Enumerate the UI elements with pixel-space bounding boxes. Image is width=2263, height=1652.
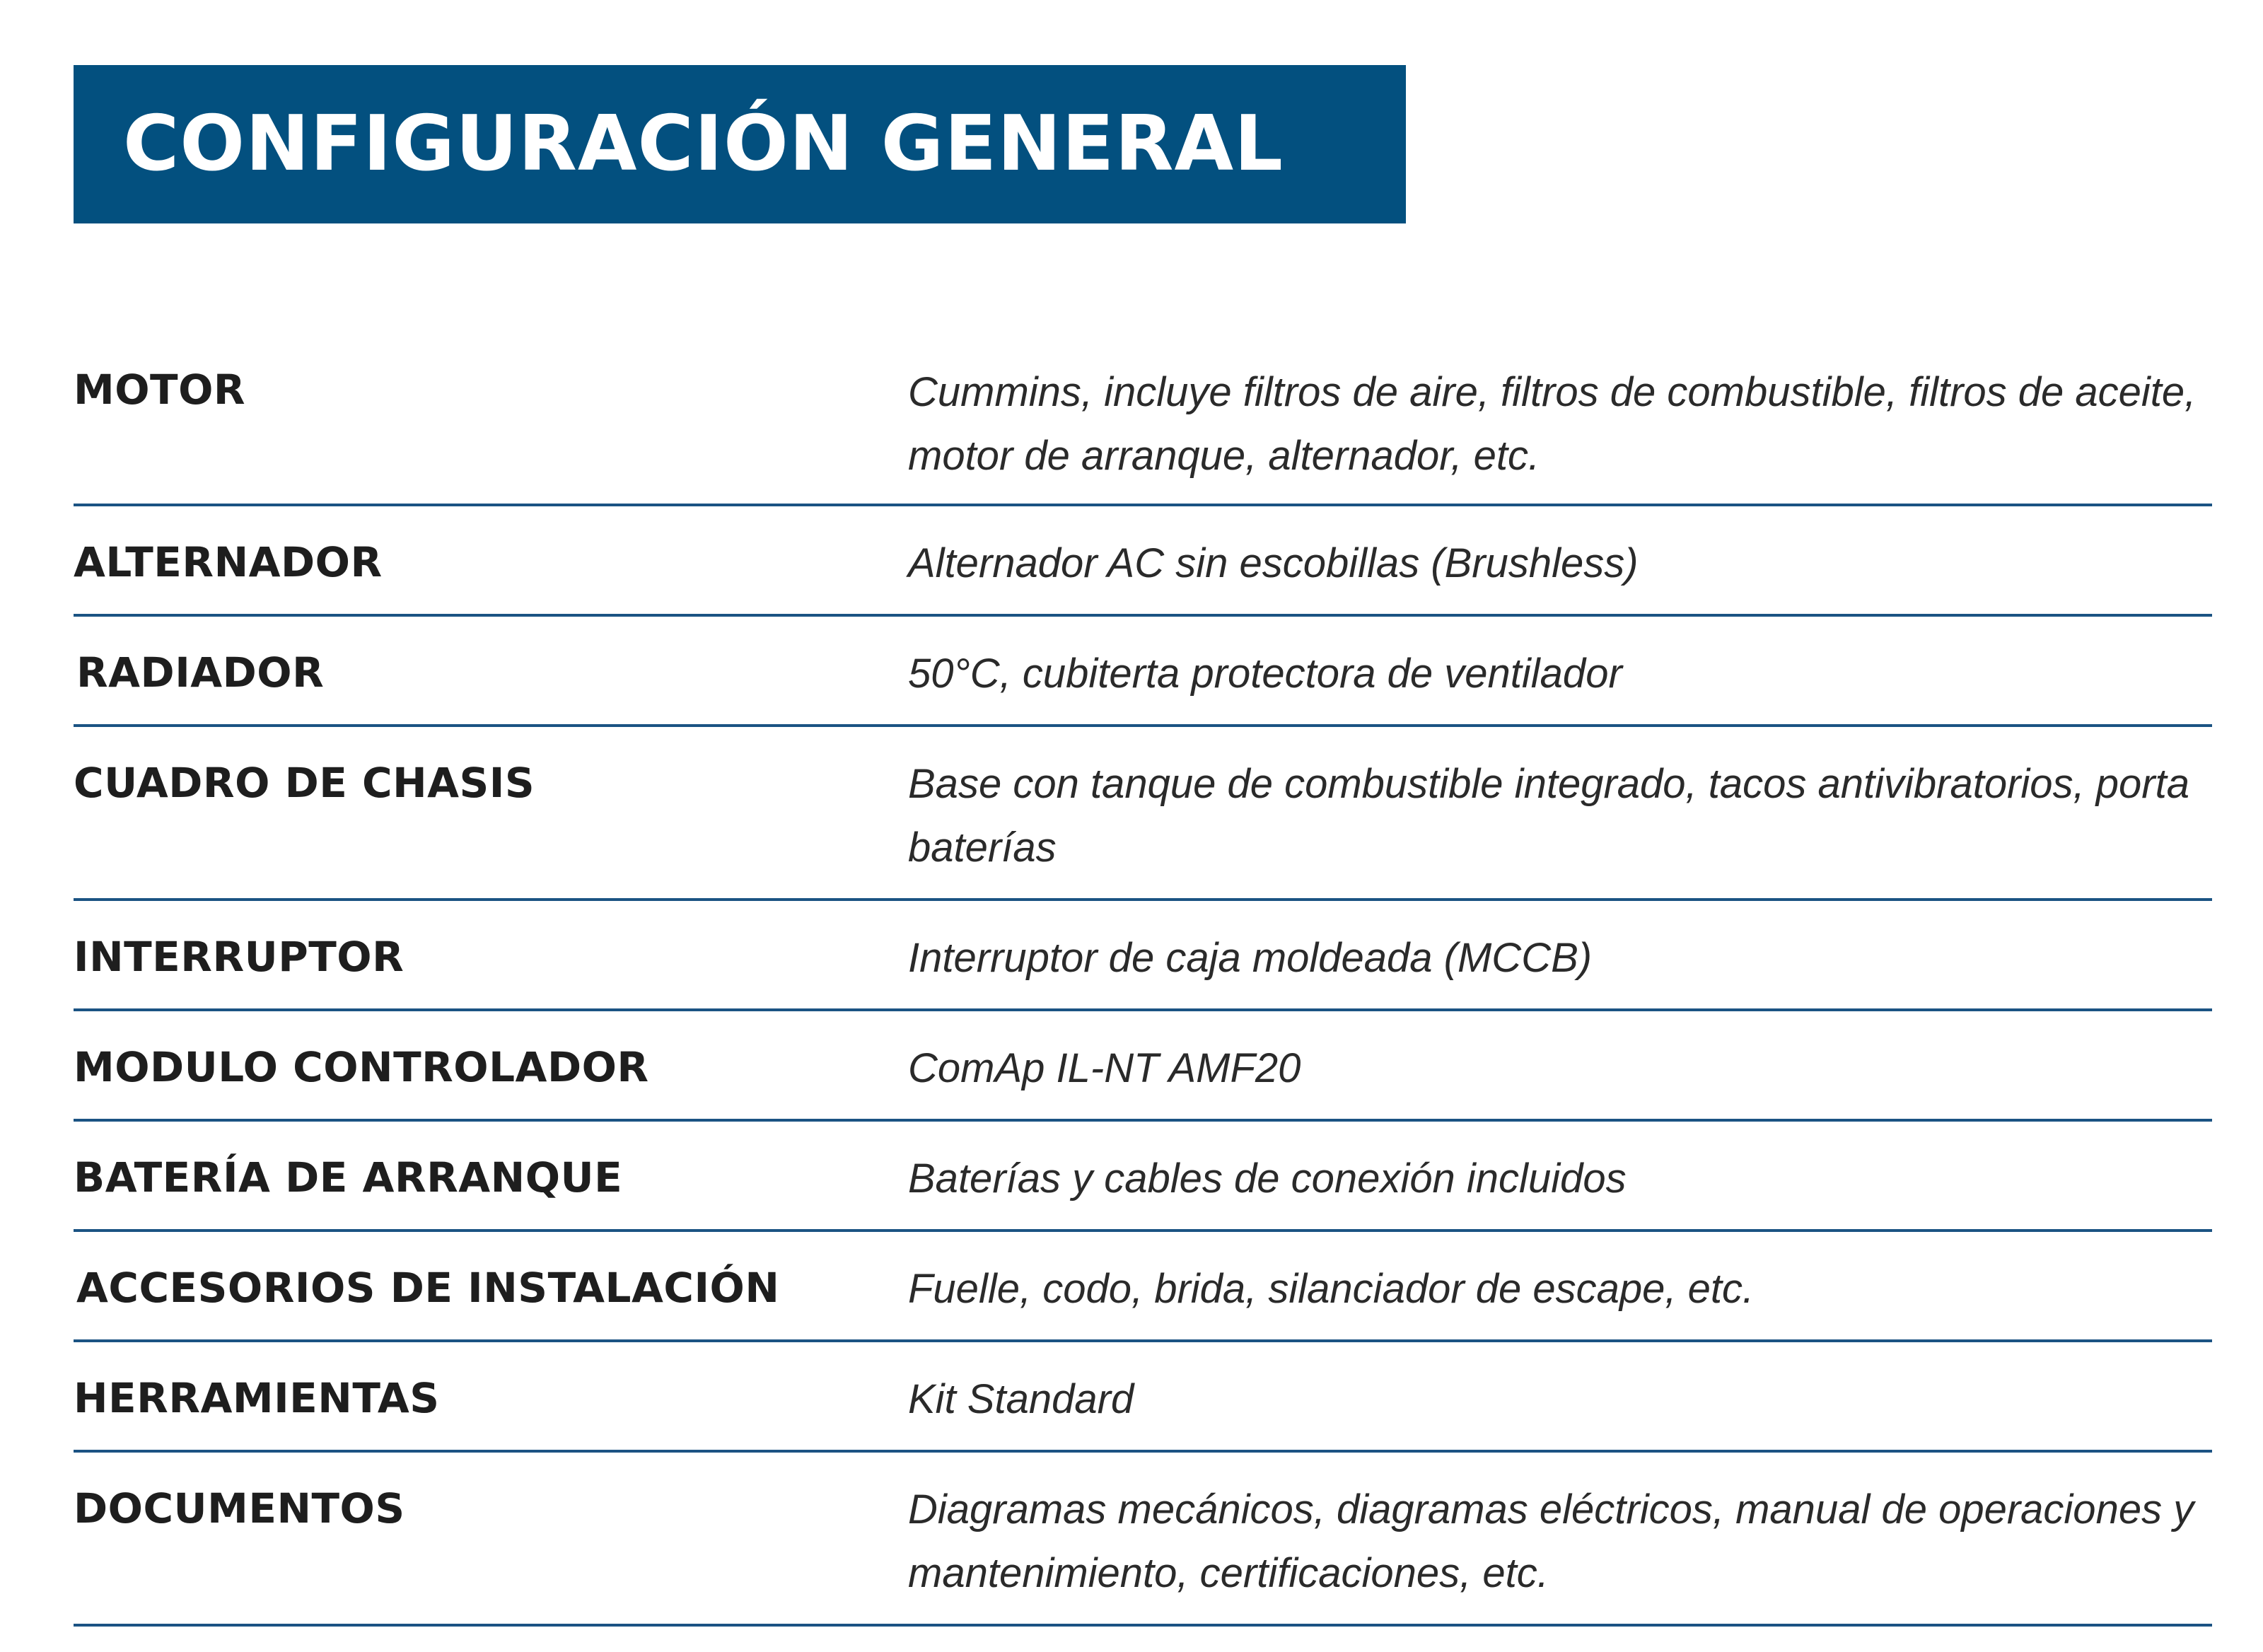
spec-row-bateria-de-arranque xyxy=(74,1122,2212,1232)
spec-row-herramientas xyxy=(74,1342,2212,1453)
spec-table xyxy=(74,332,2212,1627)
spec-label: ALTERNADOR xyxy=(74,538,383,586)
spec-label: DOCUMENTOS xyxy=(74,1484,405,1532)
spec-label: ACCESORIOS DE INSTALACIÓN xyxy=(76,1264,780,1312)
spec-label: MODULO CONTROLADOR xyxy=(74,1043,649,1091)
spec-row-radiador xyxy=(74,617,2212,727)
spec-value: 50°C, cubiterta protectora de ventilador xyxy=(908,651,1622,697)
title-banner xyxy=(74,65,1406,223)
page-title: CONFIGURACIÓN GENERAL xyxy=(123,100,1284,188)
spec-label: HERRAMIENTAS xyxy=(74,1374,440,1422)
spec-row-documentos xyxy=(74,1453,2212,1627)
spec-value: Diagramas mecánicos, diagramas eléctricos, manual de operaciones y mantenimiento, certificaciones, etc. xyxy=(908,1487,2194,1596)
spec-value: Alternador AC sin escobillas (Brushless) xyxy=(908,540,1639,586)
spec-value: Kit Standard xyxy=(908,1376,1134,1422)
spec-value: Baterías y cables de conexión incluidos xyxy=(908,1156,1627,1202)
spec-row-alternador xyxy=(74,506,2212,617)
spec-label: BATERÍA DE ARRANQUE xyxy=(74,1153,623,1202)
spec-value: Fuelle, codo, brida, silanciador de escape, etc. xyxy=(908,1266,1755,1312)
spec-row-modulo-controlador xyxy=(74,1011,2212,1122)
spec-row-accesorios-de-instalacion xyxy=(74,1232,2212,1342)
spec-value: ComAp IL-NT AMF20 xyxy=(908,1045,1301,1091)
spec-label: CUADRO DE CHASIS xyxy=(74,759,535,807)
spec-row-interruptor xyxy=(74,901,2212,1011)
spec-value: Interruptor de caja moldeada (MCCB) xyxy=(908,935,1593,981)
spec-row-motor xyxy=(74,332,2212,506)
spec-label: INTERRUPTOR xyxy=(74,933,405,981)
spec-label: MOTOR xyxy=(74,366,246,414)
spec-row-cuadro-de-chasis xyxy=(74,727,2212,901)
spec-label: RADIADOR xyxy=(76,648,325,697)
spec-value: Base con tanque de combustible integrado, tacos antivibratorios, porta baterías xyxy=(908,761,2189,871)
spec-value: Cummins, incluye filtros de aire, filtros de combustible, filtros de aceite, motor de arranque, alternador, etc. xyxy=(908,369,2197,479)
